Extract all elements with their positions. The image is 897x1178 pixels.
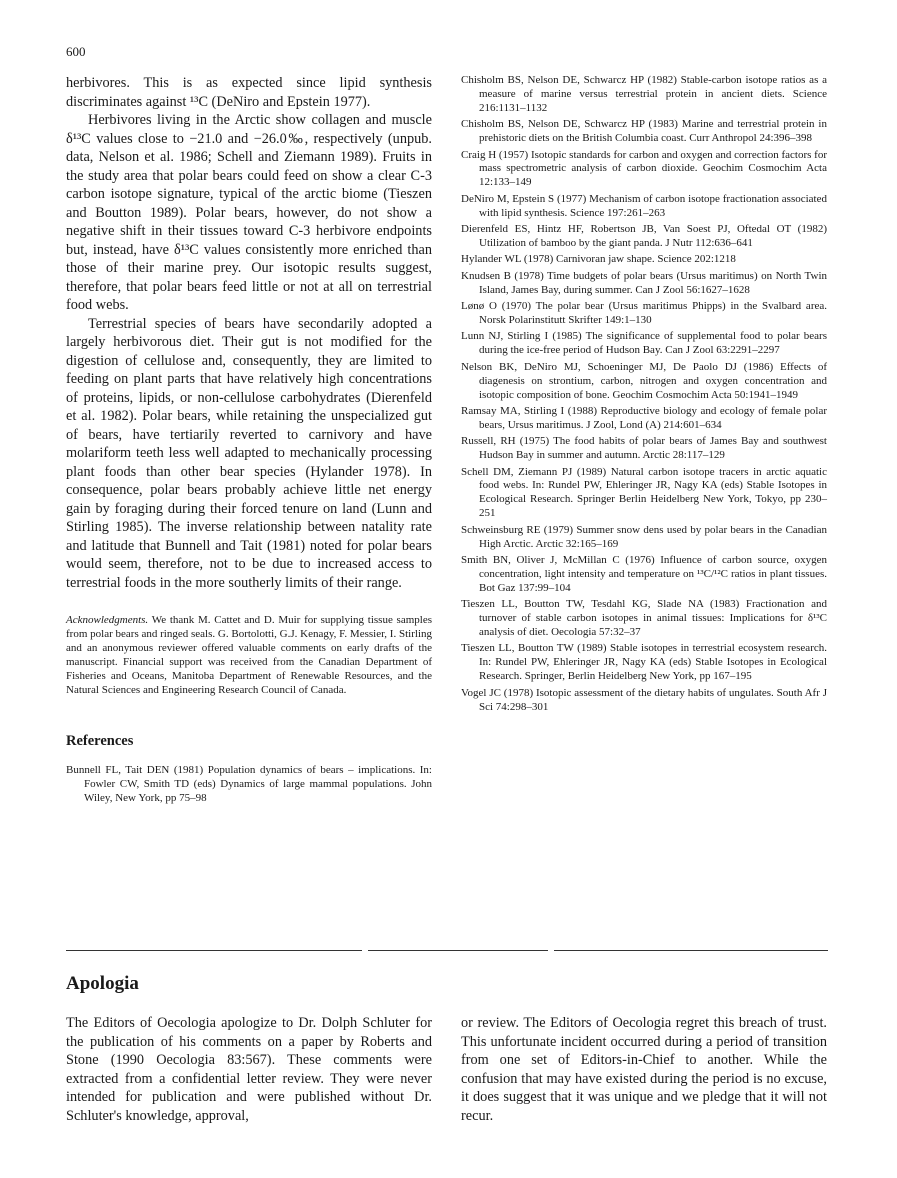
references-heading: References — [66, 733, 134, 750]
apologia-text-right: or review. The Editors of Oecologia regret this breach of trust. This unfortunate incident occurred during a period of transition from one set of Editors-in-Chief to another. While the confusion that may have existed during the period is no excuse, it does suggest that it was unique and we pledge that it will not recur. — [461, 1015, 827, 1124]
apologia-right-column — [461, 1014, 827, 1126]
paragraph-2: Herbivores living in the Arctic show collagen and muscle δ¹³C values close to −21.0 and −26.0‰, respectively (unpub. data, Nelson et al. 1986; Schell and Ziemann 1989). Fruits in the study area that polar bears could feed on show a clear C-3 carbon isotope signature, typical of the arctic biome (Tieszen and Boutton 1989). Polar bears, however, do not show a negative shift in their tissues toward C-3 herbivore endpoints but, instead, have δ¹³C values consistently more enriched than those of their marine prey. Our isotopic results suggest, therefore, that polar bears feed little or not at all on terrestrial food webs. — [66, 112, 432, 313]
acknowledgments-text: We thank M. Cattet and D. Muir for supplying tissue samples from polar bears and ringed seals. G. Bortolotti, G.J. Kenagy, F. Messier, I. Stirling and an anonymous reviewer offered valuable comments on early drafts of the manuscript. Financial support was received from the Canadian Department of Fisheries and Oceans, Manitoba Department of Renewable Resources, and the Natural Sciences and Engineering Research Council of Canada. — [66, 614, 432, 696]
page-number: 600 — [66, 44, 86, 59]
reference-item: Tieszen LL, Boutton TW (1989) Stable isotopes in terrestrial ecosystem research. In: Rundel PW, Ehleringer JR, Nagy KA (eds) Stable Isotopes in Ecological Research. Springer, Berlin Heidelberg New York, pp 167–195 — [461, 642, 827, 683]
right-column-references — [461, 74, 827, 717]
reference-item: Tieszen LL, Boutton TW, Tesdahl KG, Slade NA (1983) Fractionation and turnover of stable carbon isotopes in animal tissues: Implications for δ¹³C analysis of diet. Oecologia 57:32–37 — [461, 598, 827, 639]
reference-item: Dierenfeld ES, Hintz HF, Robertson JB, Van Soest PJ, Oftedal OT (1982) Utilization of bamboo by the giant panda. J Nutr 112:636–641 — [461, 223, 827, 249]
acknowledgments-heading: Acknowledgments. — [66, 614, 149, 626]
reference-item: Chisholm BS, Nelson DE, Schwarcz HP (1982) Stable-carbon isotope ratios as a measure of marine versus terrestrial protein in ancient diets. Science 216:1131–1132 — [461, 74, 827, 114]
divider-rule — [554, 950, 828, 951]
apologia-title: Apologia — [66, 973, 139, 994]
reference-item: Ramsay MA, Stirling I (1988) Reproductive biology and ecology of female polar bears, Ursus maritimus. J Zool, Lond (A) 214:601–634 — [461, 404, 827, 431]
paragraph-1: herbivores. This is as expected since lipid synthesis discriminates against ¹³C (DeNiro and Epstein 1977). — [66, 75, 432, 110]
reference-item: Smith BN, Oliver J, McMillan C (1976) Influence of carbon source, oxygen concentration, light intensity and temperature on ¹³C/¹²C ratios in plant tissues. Bot Gaz 137:99–104 — [461, 554, 827, 594]
reference-item: DeNiro M, Epstein S (1977) Mechanism of carbon isotope fractionation associated with lipid synthesis. Science 197:261–263 — [461, 192, 827, 219]
reference-item: Craig H (1957) Isotopic standards for carbon and oxygen and correction factors for mass spectrometric analysis of carbon dioxide. Geochim Cosmochim Acta 12:133–149 — [461, 148, 827, 189]
reference-item: Hylander WL (1978) Carnivoran jaw shape. Science 202:1218 — [461, 253, 736, 266]
reference-item: Bunnell FL, Tait DEN (1981) Population dynamics of bears – implications. In: Fowler CW, Smith TD (eds) Dynamics of large mammal populations. John Wiley, New York, pp 75–98 — [66, 764, 432, 805]
reference-item: Lunn NJ, Stirling I (1985) The significance of supplemental food to polar bears during the ice-free period of Hudson Bay. Can J Zool 63:2291–2297 — [461, 330, 827, 357]
apologia-text-left: The Editors of Oecologia apologize to Dr. Dolph Schluter for the publication of his comments on a paper by Roberts and Stone (1990 Oecologia 83:567). These comments were extracted from a confidential letter review. They were never intended for publication and were published without Dr. Schluter's knowledge, approval, — [66, 1015, 432, 1124]
reference-item: Vogel JC (1978) Isotopic assessment of the dietary habits of ungulates. South Afr J Sci 74:298–301 — [461, 686, 827, 713]
left-column — [66, 74, 432, 809]
divider-rule — [66, 950, 362, 951]
reference-item: Nelson BK, DeNiro MJ, Schoeninger MJ, De Paolo DJ (1986) Effects of diagenesis on strontium, carbon, nitrogen and oxygen concentration and isotopic composition of bone. Geochim Cosmochim Acta 50:1941–1949 — [461, 360, 827, 401]
reference-item: Schell DM, Ziemann PJ (1989) Natural carbon isotope tracers in arctic aquatic food webs. In: Rundel PW, Ehleringer JR, Nagy KA (eds) Stable Isotopes in Ecological Research. Springer Berlin Heidelberg New York, Tokyo, pp 230–251 — [461, 465, 827, 520]
reference-item: Russell, RH (1975) The food habits of polar bears of James Bay and southwest Hudson Bay in summer and autumn. Arctic 28:117–129 — [461, 435, 827, 462]
apologia-left-column — [66, 1014, 432, 1126]
paragraph-3: Terrestrial species of bears have secondarily adopted a largely herbivorous diet. Their gut is not modified for the digestion of cellulose and, consequently, they are limited to feeding on plant parts that have relatively high concentrations of proteins, lipids, or non-cellulose carbohydrates (Dierenfeld et al. 1982). Polar bears, while retaining the unspecialized gut of bears, have tertiarily reverted to carnivory and have molariform teeth less well adapted to mechanically processing plant foods than other bear species (Hylander 1978). In consequence, polar bears probably achieve little net energy gain by foraging during their forced tenure on land (Lunn and Stirling 1985). The inverse relationship between natality rate and latitude that Bunnell and Tait (1981) noted for polar bears would seem, therefore, not to be due to increased access to terrestrial foods in the more southerly limits of their range. — [66, 315, 432, 591]
reference-item: Schweinsburg RE (1979) Summer snow dens used by polar bears in the Canadian High Arctic. Arctic 32:165–169 — [461, 523, 827, 550]
reference-item: Knudsen B (1978) Time budgets of polar bears (Ursus maritimus) on North Twin Island, James Bay, during summer. Can J Zool 56:1627–1628 — [461, 269, 827, 296]
reference-item: Chisholm BS, Nelson DE, Schwarcz HP (1983) Marine and terrestrial protein in prehistoric diets on the British Columbia coast. Curr Anthropol 24:396–398 — [461, 118, 827, 145]
reference-item: Lønø O (1970) The polar bear (Ursus maritimus Phipps) in the Svalbard area. Norsk Polarinstitutt Skrifter 149:1–130 — [461, 300, 827, 326]
acknowledgments — [66, 614, 432, 697]
section-divider — [66, 950, 828, 952]
divider-rule — [368, 950, 548, 951]
